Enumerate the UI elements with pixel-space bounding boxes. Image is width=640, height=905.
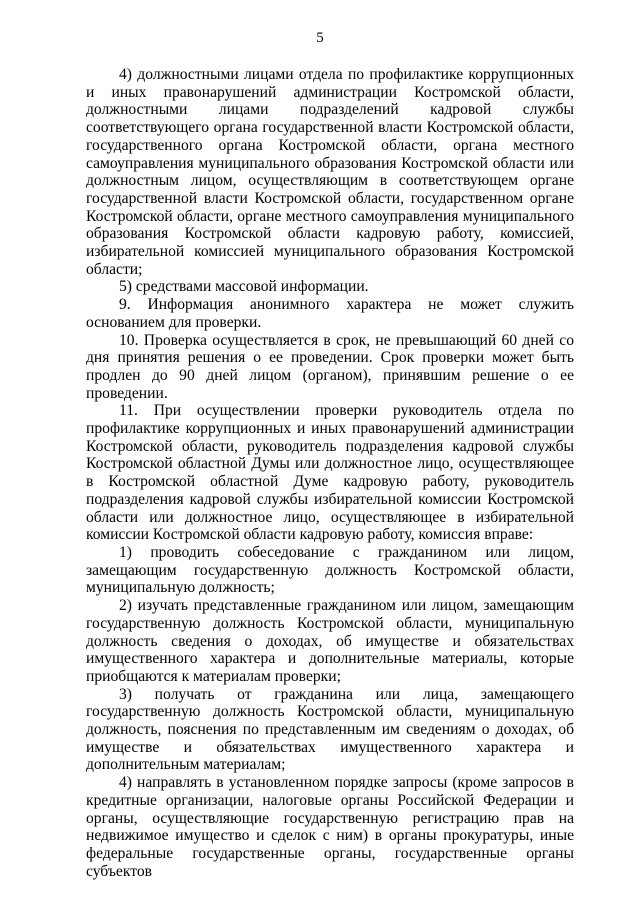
paragraph-item-4-requests: 4) направлять в установленном порядке запросы (кроме запросов в кредитные организации, налоговые органы Российской Федерации и органы, осуществляющие государственную регистрацию прав на недвижимое имущество и сделок с ним) в органы прокуратуры, иные федеральные государственные органы, государственные органы субъектов — [86, 774, 574, 880]
paragraph-clause-11: 11. При осуществлении проверки руководитель отдела по профилактике коррупционных и иных правонарушений администрации Костромской области, руководитель подразделения кадровой службы Костромской областной Думы или должностное лицо, осуществляющее в Костромской областной Думе кадровую работу, руководитель подразделения кадровой службы избирательной комиссии Костромской области или должностное лицо, осуществляющее в избирательной комиссии Костромской области кадровую работу, комиссия вправе: — [86, 402, 574, 544]
document-body — [86, 66, 574, 880]
paragraph-item-2-study: 2) изучать представленные гражданином или лицом, замещающим государственную должность Костромской области, муниципальную должность сведения о доходах, об имуществе и обязательствах имущественного характера и дополнительные материалы, которые приобщаются к материалам проверки; — [86, 597, 574, 685]
paragraph-item-1-interview: 1) проводить собеседование с гражданином или лицом, замещающим государственную должность Костромской области, муниципальную должность; — [86, 543, 574, 597]
paragraph-item-3-explanations: 3) получать от гражданина или лица, замещающего государственную должность Костромской области, муниципальную должность, пояснения по представленным им сведениям о доходах, об имуществе и обязательствах имущественного характера и дополнительным материалам; — [86, 685, 574, 774]
page-number: 5 — [316, 30, 324, 46]
paragraph-clause-10: 10. Проверка осуществляется в срок, не превышающий 60 дней со дня принятия решения о ее проведении. Срок проверки может быть продлен до 90 дней лицом (органом), принявшим решение о ее проведении. — [86, 331, 574, 402]
paragraph-item-4-officials: 4) должностными лицами отдела по профилактике коррупционных и иных правонарушений администрации Костромской области, должностными лицами подразделений кадровой службы соответствующего органа государственной власти Костромской области, государственного органа Костромской области, органа местного самоуправления муниципального образования Костромской области или должностным лицом, осуществляющим в соответствующем органе государственной власти Костромской области, государственном органе Костромской области, органе местного самоуправления муниципального образования Костромской области кадровую работу, комиссией, избирательной комиссией муниципального образования Костромской области; — [86, 66, 574, 278]
paragraph-item-5-mass-media: 5) средствами массовой информации. — [119, 278, 369, 296]
paragraph-clause-9: 9. Информация анонимного характера не может служить основанием для проверки. — [86, 296, 574, 331]
